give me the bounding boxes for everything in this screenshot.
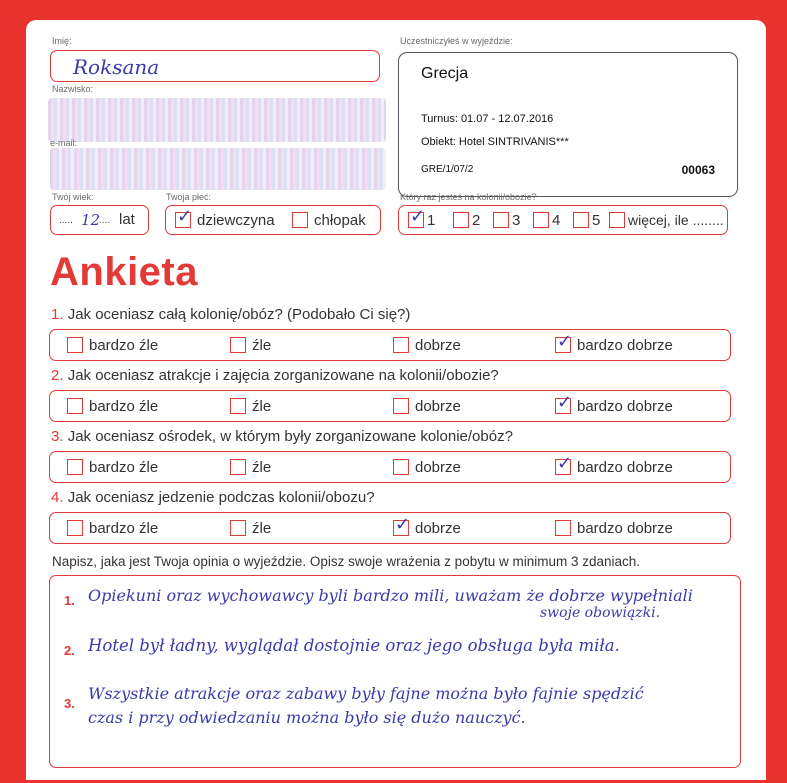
email-label: e-mail:	[50, 138, 78, 148]
rating-option[interactable]	[393, 452, 461, 482]
age-unit: lat	[119, 211, 135, 228]
age-dots: .....	[59, 215, 73, 226]
times-option-4[interactable]	[533, 206, 560, 234]
trip-obiekt: Obiekt: Hotel SINTRIVANIS***	[421, 136, 569, 148]
rating-option[interactable]	[230, 513, 271, 543]
times-field	[398, 205, 728, 235]
rating-label: bardzo dobrze	[577, 519, 673, 537]
rating-label: bardzo źle	[89, 336, 159, 354]
question-3-answers	[49, 451, 731, 483]
rating-label: bardzo dobrze	[577, 336, 673, 354]
rating-option[interactable]	[230, 391, 271, 421]
rating-label: dobrze	[415, 458, 461, 476]
rating-label: bardzo źle	[89, 519, 159, 537]
question-4-title	[51, 489, 375, 506]
times-option-label: 1	[427, 211, 436, 229]
checkbox[interactable]	[393, 398, 409, 414]
name-label: Imię:	[52, 36, 72, 46]
times-option-label: 3	[512, 211, 521, 229]
question-text: Jak oceniasz ośrodek, w którym były zorganizowane kolonie/obóz?	[67, 428, 513, 445]
question-number: 2.	[51, 367, 64, 384]
checkbox[interactable]	[230, 520, 246, 536]
question-1-title	[51, 306, 410, 323]
question-2-title	[51, 367, 499, 384]
rating-option[interactable]	[555, 513, 673, 543]
rating-label: dobrze	[415, 336, 461, 354]
question-2-answers	[49, 390, 731, 422]
checkbox[interactable]	[393, 337, 409, 353]
question-number: 4.	[51, 489, 64, 506]
checkbox[interactable]	[408, 206, 426, 228]
checkbox[interactable]	[175, 206, 193, 228]
rating-label: bardzo dobrze	[577, 397, 673, 415]
rating-option[interactable]	[555, 452, 673, 482]
rating-label: dobrze	[415, 519, 461, 537]
rating-label: źle	[252, 458, 272, 476]
checkbox[interactable]	[230, 337, 246, 353]
question-3-title	[51, 428, 513, 445]
times-option-5[interactable]	[573, 206, 600, 234]
checkbox[interactable]	[573, 212, 589, 228]
age-field[interactable]	[50, 205, 149, 235]
gender-label: Twoja płeć:	[166, 192, 212, 202]
age-dots-2: ....	[99, 215, 111, 226]
gender-option-label: chłopak	[314, 211, 366, 229]
rating-label: źle	[252, 397, 272, 415]
times-option-1[interactable]	[408, 206, 435, 234]
rating-option[interactable]	[67, 330, 158, 360]
opinion-line-number: 3.	[64, 696, 75, 711]
checkbox[interactable]	[393, 459, 409, 475]
rating-option[interactable]	[393, 513, 461, 543]
opinion-line-number: 2.	[64, 643, 75, 658]
times-option-label: 4	[552, 211, 561, 229]
rating-option[interactable]	[230, 452, 271, 482]
rating-label: bardzo źle	[89, 397, 159, 415]
checkbox[interactable]	[555, 520, 571, 536]
age-value: 12	[81, 211, 101, 229]
rating-option[interactable]	[230, 330, 271, 360]
times-option-label: więcej, ile ........	[628, 212, 724, 228]
checkbox[interactable]	[533, 212, 549, 228]
checkbox[interactable]	[555, 331, 573, 353]
trip-info-box	[398, 52, 738, 197]
gender-field	[165, 205, 381, 235]
checkbox[interactable]	[609, 212, 625, 228]
rating-option[interactable]	[393, 391, 461, 421]
age-label: Twój wiek:	[52, 192, 94, 202]
gender-option-girl[interactable]	[175, 206, 275, 234]
checkbox[interactable]	[230, 459, 246, 475]
rating-label: bardzo dobrze	[577, 458, 673, 476]
question-4-answers	[49, 512, 731, 544]
checkbox[interactable]	[393, 514, 411, 536]
opinion-handwriting-line: Opiekuni oraz wychowawcy byli bardzo mili, uważam że dobrze wypełniali	[88, 586, 693, 605]
checkbox[interactable]	[292, 212, 308, 228]
rating-label: źle	[252, 519, 272, 537]
question-text: Jak oceniasz całą kolonię/obóz? (Podobało Ci się?)	[67, 306, 411, 323]
trip-code: GRE/1/07/2	[421, 164, 474, 175]
times-option-more[interactable]	[609, 206, 724, 234]
opinion-line-number: 1.	[64, 593, 75, 608]
rating-option[interactable]	[555, 391, 673, 421]
trip-destination: Grecja	[421, 65, 469, 82]
survey-title: Ankieta	[50, 250, 198, 294]
opinion-prompt: Napisz, jaka jest Twoja opinia o wyjeździe. Opisz swoje wrażenia z pobytu w minimum 3 zdaniach.	[52, 554, 641, 569]
check-mark-icon: ✓	[410, 206, 426, 227]
checkbox[interactable]	[67, 337, 83, 353]
gender-option-boy[interactable]	[292, 206, 366, 234]
name-field[interactable]	[50, 50, 380, 82]
question-text: Jak oceniasz atrakcje i zajęcia zorganizowane na kolonii/obozie?	[67, 367, 499, 384]
rating-option[interactable]	[67, 452, 158, 482]
checkbox[interactable]	[230, 398, 246, 414]
email-redacted	[50, 148, 386, 190]
rating-label: bardzo źle	[89, 458, 159, 476]
survey-sheet	[26, 20, 766, 780]
checkbox[interactable]	[555, 392, 573, 414]
times-option-label: 5	[592, 211, 601, 229]
question-text: Jak oceniasz jedzenie podczas kolonii/obozu?	[67, 489, 375, 506]
times-option-label: 2	[472, 211, 481, 229]
check-mark-icon: ✓	[557, 453, 573, 474]
times-label: Który raz jesteś na kolonii/obozie?	[400, 192, 537, 202]
opinion-box[interactable]	[49, 575, 741, 768]
question-1-answers	[49, 329, 731, 361]
surname-redacted	[48, 98, 386, 142]
trip-number: 00063	[681, 163, 715, 177]
name-value: Roksana	[73, 55, 160, 79]
rating-label: dobrze	[415, 397, 461, 415]
rating-option[interactable]	[393, 330, 461, 360]
trip-turnus: Turnus: 01.07 - 12.07.2016	[421, 113, 554, 125]
checkbox[interactable]	[67, 398, 83, 414]
checkbox[interactable]	[67, 459, 83, 475]
times-option-2[interactable]	[453, 206, 480, 234]
opinion-handwriting-line: czas i przy odwiedzaniu można było się dużo nauczyć.	[88, 708, 526, 727]
check-mark-icon: ✓	[177, 206, 193, 227]
rating-option[interactable]	[67, 391, 158, 421]
opinion-handwriting-line: Hotel był ładny, wyglądał dostojnie oraz jego obsługa była miła.	[88, 636, 620, 655]
surname-label: Nazwisko:	[52, 84, 94, 94]
trip-label: Uczestniczyłeś w wyjeździe:	[400, 36, 513, 46]
rating-label: źle	[252, 336, 272, 354]
times-option-3[interactable]	[493, 206, 520, 234]
question-number: 3.	[51, 428, 64, 445]
checkbox[interactable]	[67, 520, 83, 536]
checkbox[interactable]	[493, 212, 509, 228]
rating-option[interactable]	[555, 330, 673, 360]
check-mark-icon: ✓	[395, 514, 411, 535]
checkbox[interactable]	[453, 212, 469, 228]
check-mark-icon: ✓	[557, 331, 573, 352]
gender-option-label: dziewczyna	[197, 211, 275, 229]
opinion-handwriting-line: Wszystkie atrakcje oraz zabawy były fajne można było fajnie spędzić	[88, 684, 644, 703]
opinion-handwriting-line: swoje obowiązki.	[540, 605, 661, 621]
checkbox[interactable]	[555, 453, 573, 475]
check-mark-icon: ✓	[557, 392, 573, 413]
rating-option[interactable]	[67, 513, 158, 543]
question-number: 1.	[51, 306, 64, 323]
